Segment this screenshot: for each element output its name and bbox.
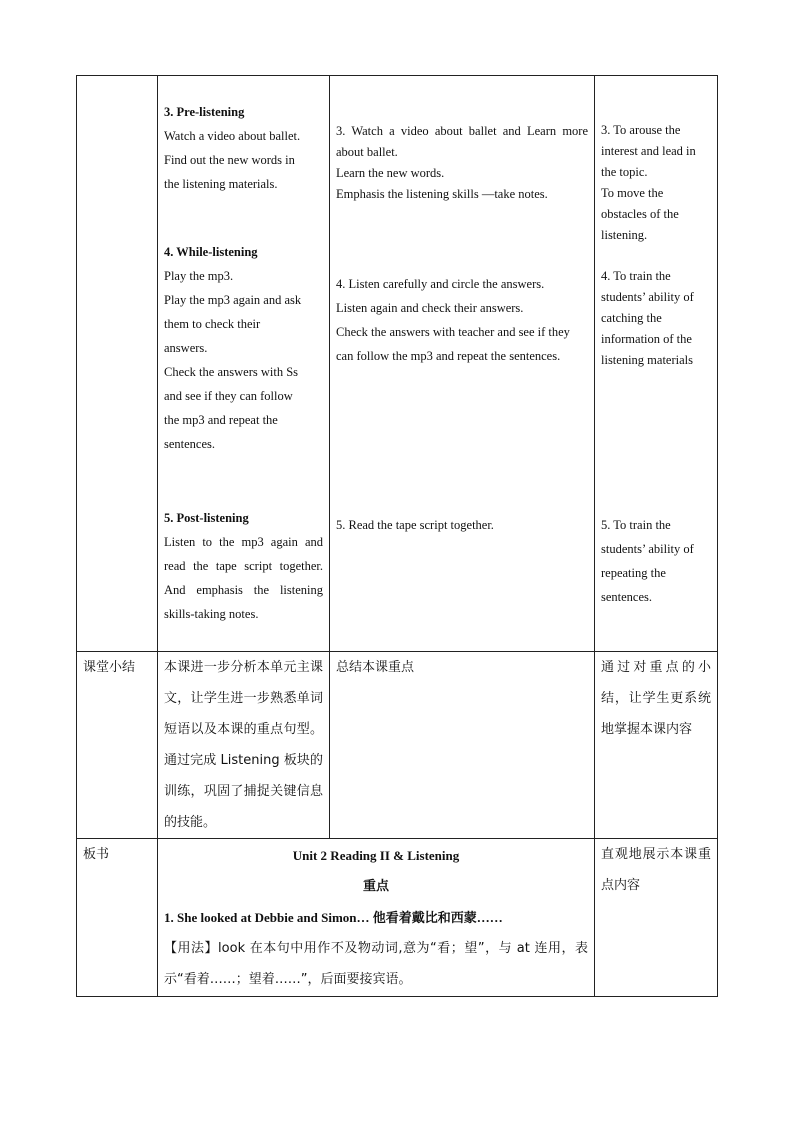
pre-listening-title: 3. Pre-listening — [164, 105, 245, 119]
board-subtitle: 重点 — [362, 879, 389, 894]
purpose-while-line: listening materials — [601, 353, 693, 367]
pre-listening-line: the listening materials. — [164, 177, 278, 191]
while-listening-line: them to check their — [164, 317, 261, 331]
purpose-while-block — [601, 266, 711, 371]
while-listening-line: Check the answers with Ss — [164, 365, 299, 379]
purpose-pre-line: To move the — [601, 186, 664, 200]
board-title: Unit 2 Reading II & Listening — [292, 848, 460, 863]
summary-label: 课堂小结 — [83, 660, 136, 675]
while-listening-line: answers. — [164, 341, 208, 355]
pre-listening-line: Watch a video about ballet. — [164, 129, 301, 143]
purpose-pre-line: interest and lead in — [601, 144, 696, 158]
student-pre-line: 3. Watch a video about ballet and Learn more about ballet. — [336, 124, 588, 159]
procedure-label-cell — [77, 76, 158, 652]
summary-student-cell — [330, 652, 595, 839]
summary-teacher-cell — [158, 652, 330, 839]
purpose-cell — [595, 76, 718, 652]
while-listening-line: the mp3 and repeat the — [164, 413, 278, 427]
while-listening-title: 4. While-listening — [164, 245, 258, 259]
purpose-post-line: repeating the — [601, 566, 666, 580]
purpose-post-block — [601, 513, 711, 609]
board-purpose-text: 直观地展示本课重点内容 — [601, 847, 711, 893]
while-listening-line: and see if they can follow — [164, 389, 293, 403]
purpose-pre-line: obstacles of the — [601, 207, 679, 221]
summary-purpose-cell — [595, 652, 718, 839]
board-row — [77, 839, 718, 997]
post-listening-block — [164, 506, 323, 626]
student-pre-block — [336, 121, 588, 205]
teacher-activity-cell — [158, 76, 330, 652]
while-listening-block — [164, 240, 323, 456]
student-while-line: Listen again and check their answers. — [336, 301, 524, 315]
student-post-block — [336, 513, 588, 537]
purpose-while-line: 4. To train the — [601, 269, 671, 283]
purpose-pre-block — [601, 120, 711, 246]
purpose-while-line: students’ ability of — [601, 290, 694, 304]
purpose-pre-line: listening. — [601, 228, 648, 242]
board-usage-note: 【用法】look 在本句中用作不及物动词,意为“看；望”，与 at 连用，表示“看着……；望着……”，后面要接宾语。 — [164, 941, 588, 987]
purpose-post-line: students’ ability of — [601, 542, 694, 556]
post-listening-title: 5. Post-listening — [164, 511, 249, 525]
board-label: 板书 — [83, 847, 110, 862]
student-while-line: Check the answers with teacher and see if they can follow the mp3 and repeat the sentences. — [336, 325, 570, 363]
summary-purpose-text: 通过对重点的小结，让学生更系统地掌握本课内容 — [601, 660, 711, 737]
student-pre-line: Learn the new words. — [336, 166, 445, 180]
purpose-pre-line: the topic. — [601, 165, 648, 179]
post-listening-text: Listen to the mp3 again and read the tape script together. And emphasis the listening skills-taking notes. — [164, 535, 323, 621]
student-activity-cell — [330, 76, 595, 652]
summary-teacher-text: 本课进一步分析本单元主课文，让学生进一步熟悉单词短语以及本课的重点句型。通过完成 Listening 板块的训练，巩固了捕捉关键信息的技能。 — [164, 660, 323, 830]
student-while-line: 4. Listen carefully and circle the answers. — [336, 277, 545, 291]
board-key-sentence: 1. She looked at Debbie and Simon… 他看着戴比和西蒙…… — [164, 910, 503, 925]
while-listening-line: Play the mp3 again and ask — [164, 293, 302, 307]
while-listening-line: sentences. — [164, 437, 216, 451]
summary-label-cell — [77, 652, 158, 839]
student-while-block — [336, 272, 588, 368]
board-content-cell — [158, 839, 595, 997]
summary-student-text: 总结本课重点 — [336, 660, 415, 675]
purpose-post-line: sentences. — [601, 590, 653, 604]
board-purpose-cell — [595, 839, 718, 997]
while-listening-line: Play the mp3. — [164, 269, 234, 283]
student-pre-line: Emphasis the listening skills —take notes. — [336, 187, 548, 201]
pre-listening-block — [164, 100, 323, 196]
purpose-while-line: information of the — [601, 332, 692, 346]
purpose-while-line: catching the — [601, 311, 662, 325]
purpose-pre-line: 3. To arouse the — [601, 123, 681, 137]
board-label-cell — [77, 839, 158, 997]
pre-listening-line: Find out the new words in — [164, 153, 295, 167]
lesson-plan-table — [76, 75, 718, 997]
procedure-row — [77, 76, 718, 652]
student-post-line: 5. Read the tape script together. — [336, 518, 494, 532]
purpose-post-line: 5. To train the — [601, 518, 671, 532]
summary-row — [77, 652, 718, 839]
